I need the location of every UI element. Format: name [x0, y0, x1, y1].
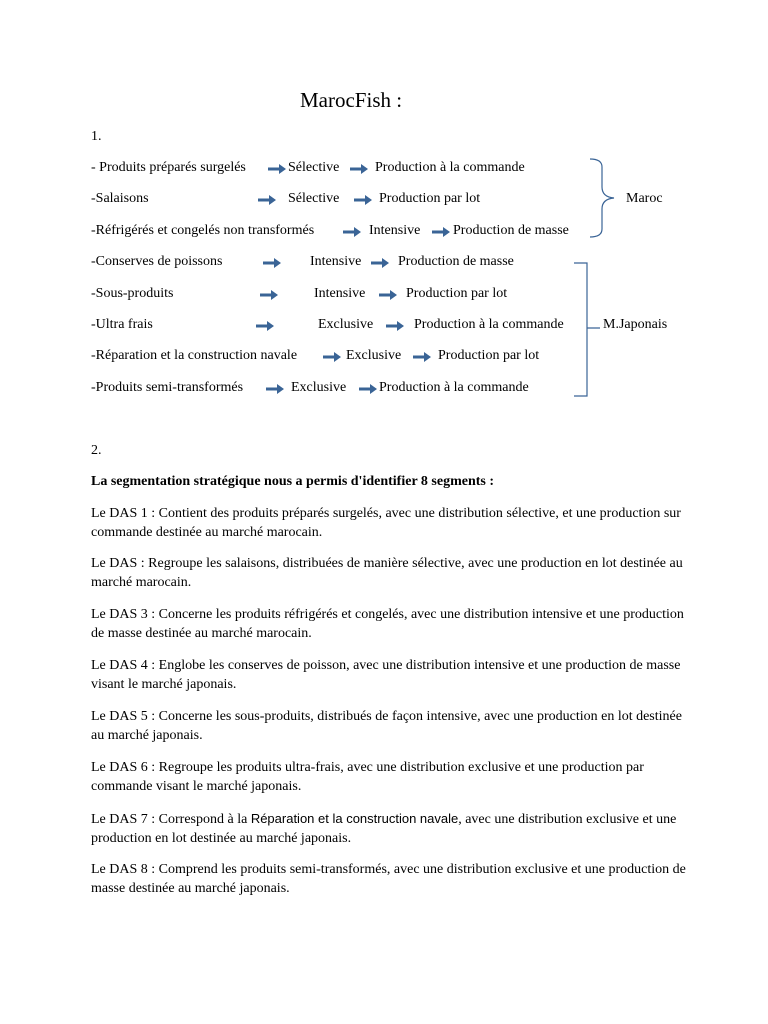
- row-8-product: -Produits semi-transformés: [91, 380, 244, 395]
- das-paragraph-7: [91, 809, 691, 848]
- market-maroc-label: Maroc: [626, 191, 663, 206]
- arrow-right-icon: [258, 195, 276, 205]
- das-paragraph-6: Le DAS 6 : Regroupe les produits ultra-frais, avec une distribution exclusive et une production par commande visant le marché japonais.: [91, 760, 644, 794]
- row-8-distribution: Exclusive: [291, 380, 347, 395]
- arrow-right-icon: [263, 258, 281, 268]
- das-paragraph-2: Le DAS : Regroupe les salaisons, distribuées de manière sélective, avec une production en lot destinée au marché marocain.: [91, 556, 683, 590]
- row-2-product: -Salaisons: [91, 191, 149, 206]
- arrow-right-icon: [266, 384, 284, 394]
- arrow-right-icon: [354, 195, 372, 205]
- row-1-production: Production à la commande: [375, 160, 525, 175]
- row-4-production: Production de masse: [398, 254, 514, 269]
- arrow-right-icon: [256, 321, 274, 331]
- arrow-right-icon: [359, 384, 377, 394]
- das-paragraph-5: Le DAS 5 : Concerne les sous-produits, distribués de façon intensive, avec une production en lot destinée au marché japonais.: [91, 709, 682, 743]
- row-5-product: -Sous-produits: [91, 286, 174, 301]
- row-1-distribution: Sélective: [288, 160, 340, 175]
- section-2-heading: La segmentation stratégique nous a permis d'identifier 8 segments :: [91, 474, 494, 489]
- row-6-distribution: Exclusive: [318, 317, 374, 332]
- das-7-tail: , avec une distribution exclusive et une production en lot destinée au marché japonais.: [91, 812, 677, 846]
- row-3-product: -Réfrigérés et congelés non transformés: [91, 223, 315, 238]
- row-6-product: -Ultra frais: [91, 317, 153, 332]
- row-1-product: - Produits préparés surgelés: [91, 160, 246, 175]
- row-8-production: Production à la commande: [379, 380, 529, 395]
- row-7-product: -Réparation et la construction navale: [91, 348, 298, 363]
- arrow-right-icon: [386, 321, 404, 331]
- das-paragraph-4: Le DAS 4 : Englobe les conserves de poisson, avec une distribution intensive et une production de masse visant le marché japonais.: [91, 658, 681, 692]
- maroc-brace-icon: [588, 157, 624, 239]
- row-6-production: Production à la commande: [414, 317, 564, 332]
- das-7-highlight: Réparation et la construction navale: [250, 811, 459, 826]
- arrow-right-icon: [413, 352, 431, 362]
- row-2-production: Production par lot: [379, 191, 481, 206]
- arrow-right-icon: [432, 227, 450, 237]
- arrow-right-icon: [268, 164, 286, 174]
- das-paragraph-1: Le DAS 1 : Contient des produits préparés surgelés, avec une distribution sélective, et une production sur commande destinée au marché marocain.: [91, 506, 681, 540]
- row-3-distribution: Intensive: [369, 223, 421, 238]
- row-3-production: Production de masse: [453, 223, 569, 238]
- arrow-right-icon: [379, 290, 397, 300]
- row-7-distribution: Exclusive: [346, 348, 402, 363]
- arrow-right-icon: [343, 227, 361, 237]
- das-paragraph-8: Le DAS 8 : Comprend les produits semi-transformés, avec une distribution exclusive et une production de masse destinée au marché japonais.: [91, 862, 686, 896]
- das-paragraph-3: Le DAS 3 : Concerne les produits réfrigérés et congelés, avec une distribution intensive et une production de masse destinée au marché marocain.: [91, 607, 684, 641]
- section-2-number: 2.: [91, 443, 102, 458]
- row-5-production: Production par lot: [406, 286, 508, 301]
- row-7-production: Production par lot: [438, 348, 540, 363]
- das-7-lead: Le DAS 7 : Correspond à la: [91, 812, 251, 827]
- row-5-distribution: Intensive: [314, 286, 366, 301]
- arrow-right-icon: [260, 290, 278, 300]
- arrow-right-icon: [350, 164, 368, 174]
- row-2-distribution: Sélective: [288, 191, 340, 206]
- arrow-right-icon: [323, 352, 341, 362]
- row-4-distribution: Intensive: [310, 254, 362, 269]
- row-4-product: -Conserves de poissons: [91, 254, 223, 269]
- section-1-number: 1.: [91, 129, 102, 144]
- market-japon-label: M.Japonais: [603, 317, 668, 332]
- arrow-right-icon: [371, 258, 389, 268]
- document-title: MarocFish :: [300, 88, 403, 112]
